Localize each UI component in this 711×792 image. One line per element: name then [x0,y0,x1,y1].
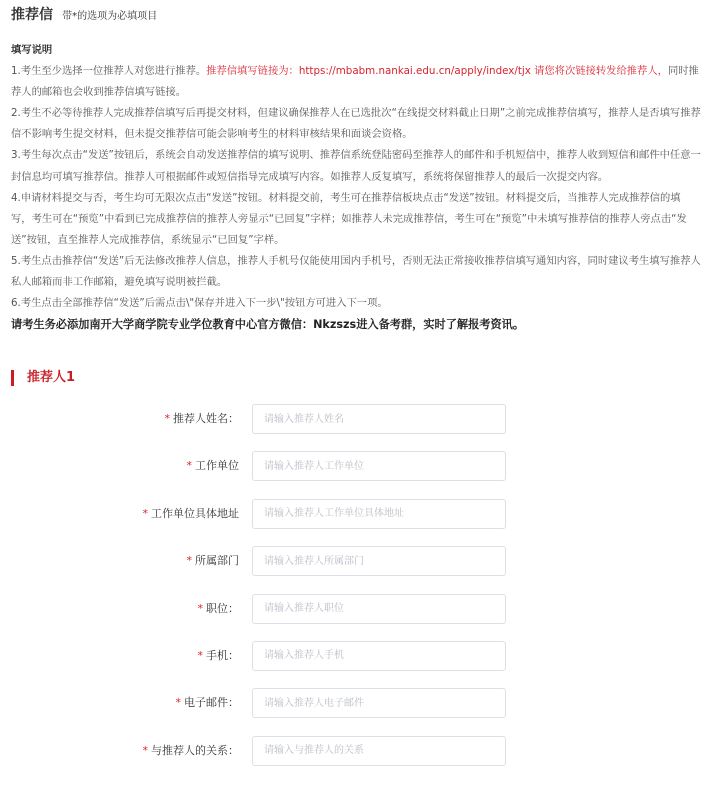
position-label-text: 职位： [206,601,239,615]
recommender-form [0,404,711,783]
required-star: * [197,648,203,662]
instruction-1-prefix: 1.考生至少选择一位推荐人对您进行推荐。 [11,65,207,78]
name-label [165,404,240,434]
instruction-3: 3.考生每次点击“发送”按钮后，系统会自动发送推荐信的填写说明、推荐信系统登陆密码至推荐人的邮件和手机短信中，推荐人收到短信和邮件中任意一封信息均可填写推荐信。推荐人可根据邮件或短信指导完成填写内容。如推荐人反复填写，系统将保留推荐人的最后一次提交内容。 [11,149,701,183]
required-star: * [164,412,170,425]
form-row-position [0,594,711,641]
recommender-name-input[interactable] [252,404,506,434]
department-input[interactable] [252,546,506,576]
instruction-2: 2.考生不必等待推荐人完成推荐信填写后再提交材料，但建议确保推荐人在已选批次“在线提交材料截止日期”之前完成推荐信填写，推荐人是否填写推荐信不影响考生提交材料，但未提交推荐信可能会影响考生的材料审核结果和面谈会资格。 [11,107,701,141]
employer-address-input[interactable] [252,499,506,529]
relationship-label-text: 与推荐人的关系： [151,743,239,757]
required-star: * [175,696,181,710]
required-star: * [186,459,192,473]
required-star: * [142,506,148,520]
section-title-recommender-1: 推荐人1 [11,370,75,386]
mobile-input[interactable] [252,641,506,671]
page-title: 推荐信 [11,7,53,23]
instruction-6: 6.考生点击全部推荐信“发送”后需点击\"保存并进入下一步\"按钮方可进入下一项。 [11,297,388,310]
email-input[interactable] [252,688,506,718]
employer-address-label [143,499,240,529]
recommendation-link-text[interactable]: 推荐信填写链接为：https://mbabm.nankai.edu.cn/apply/index/tjx 请您将次链接转发给推荐人， [206,65,668,78]
wechat-notice: 请考生务必添加南开大学商学院专业学位教育中心官方微信：Nkzszs进入备考群，实时了解报考资讯。 [11,318,525,332]
instruction-4: 4.申请材料提交与否，考生均可无限次点击“发送”按钮。材料提交前，考生可在推荐信板块点击“发送”按钮。材料提交后，当推荐人完成推荐信的填写，考生可在“预览”中看到已完成推荐信的推荐人旁显示“已回复”字样；如推荐人未完成推荐信，考生可在“预览”中未填写推荐信的推荐人旁点击“发送”按钮，直至推荐人完成推荐信，系统显示“已回复”字样。 [11,191,687,246]
form-row-name [0,404,711,451]
instructions-block [11,40,701,335]
mobile-label-text: 手机： [206,648,239,662]
employer-input[interactable] [252,451,506,481]
form-row-employer [0,451,711,498]
required-hint: 带*的选项为必填项目 [62,11,158,22]
required-star: * [186,554,192,568]
employer-address-label-text: 工作单位具体地址 [151,506,239,520]
form-row-email [0,688,711,735]
mobile-label [198,641,240,671]
position-label [198,594,240,624]
instruction-5: 5.考生点击推荐信“发送”后无法修改推荐人信息，推荐人手机号仅能使用国内手机号，否则无法正常接收推荐信填写通知内容，同时建议考生填写推荐人私人邮箱而非工作邮箱，避免填写说明被拦截。 [11,254,701,289]
instruction-1-suffix: 同时推荐人的邮箱也会收到推荐信填写链接。 [11,65,699,99]
form-row-relationship [0,736,711,783]
employer-label-text: 工作单位 [195,459,239,473]
relationship-input[interactable] [252,736,506,766]
email-label-text: 电子邮件： [184,696,239,710]
form-row-mobile [0,641,711,688]
name-label-text: 推荐人姓名： [173,412,239,425]
department-label [187,546,240,576]
form-row-employer-address [0,499,711,546]
form-row-department [0,546,711,593]
instructions-heading: 填写说明 [11,44,53,56]
position-input[interactable] [252,594,506,624]
email-label [176,688,240,718]
required-star: * [142,743,148,757]
required-star: * [197,601,203,615]
page-header [11,4,157,24]
employer-label [187,451,240,481]
relationship-label [143,736,240,766]
instruction-1 [11,61,701,103]
department-label-text: 所属部门 [195,554,239,568]
